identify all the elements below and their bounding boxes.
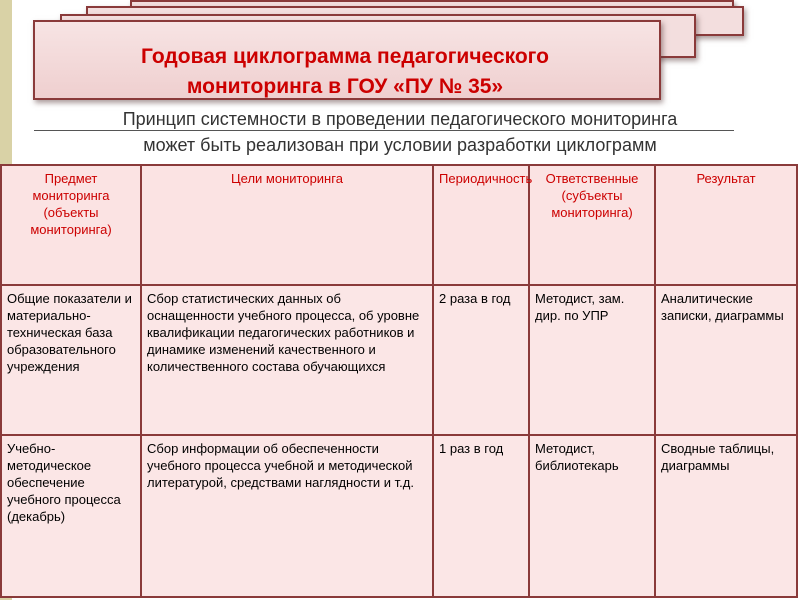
page-title — [40, 42, 650, 102]
table-row — [1, 435, 797, 597]
header-subject: Предмет мониторинга (объекты мониторинга) — [1, 165, 141, 285]
subtitle — [40, 106, 760, 158]
cell-subject: Общие показатели и материально-техническая база образовательного учреждения — [1, 285, 141, 435]
cell-subject: Учебно-методическое обеспечение учебного процесса (декабрь) — [1, 435, 141, 597]
title-line-2: мониторинга в ГОУ «ПУ № 35» — [186, 75, 504, 98]
cell-period: 1 раз в год — [433, 435, 529, 597]
monitoring-table — [0, 164, 798, 598]
cell-result: Аналитические записки, диаграммы — [655, 285, 797, 435]
header-goal: Цели мониторинга — [141, 165, 433, 285]
table-row — [1, 285, 797, 435]
cell-period: 2 раза в год — [433, 285, 529, 435]
title-line-1: Годовая циклограмма педагогического — [141, 45, 549, 68]
cell-goal: Сбор информации об обеспеченности учебного процесса учебной и методической литературой, средствами наглядности и т.д. — [141, 435, 433, 597]
subtitle-line-2: может быть реализован при условии разработки циклограмм — [143, 135, 657, 155]
header-period: Периодичность — [433, 165, 529, 285]
table-header-row — [1, 165, 797, 285]
cell-result: Сводные таблицы, диаграммы — [655, 435, 797, 597]
header-responsible: Ответственные (субъекты мониторинга) — [529, 165, 655, 285]
cell-responsible: Методист, библиотекарь — [529, 435, 655, 597]
subtitle-line-1: Принцип системности в проведении педагогического мониторинга — [122, 109, 678, 129]
cell-goal: Сбор статистических данных об оснащенности учебного процесса, об уровне квалификации педагогических работников и динамике изменений качественного и количественного состава обучающихся — [141, 285, 433, 435]
header-result: Результат — [655, 165, 797, 285]
subtitle-divider — [34, 130, 734, 131]
cell-responsible: Методист, зам. дир. по УПР — [529, 285, 655, 435]
